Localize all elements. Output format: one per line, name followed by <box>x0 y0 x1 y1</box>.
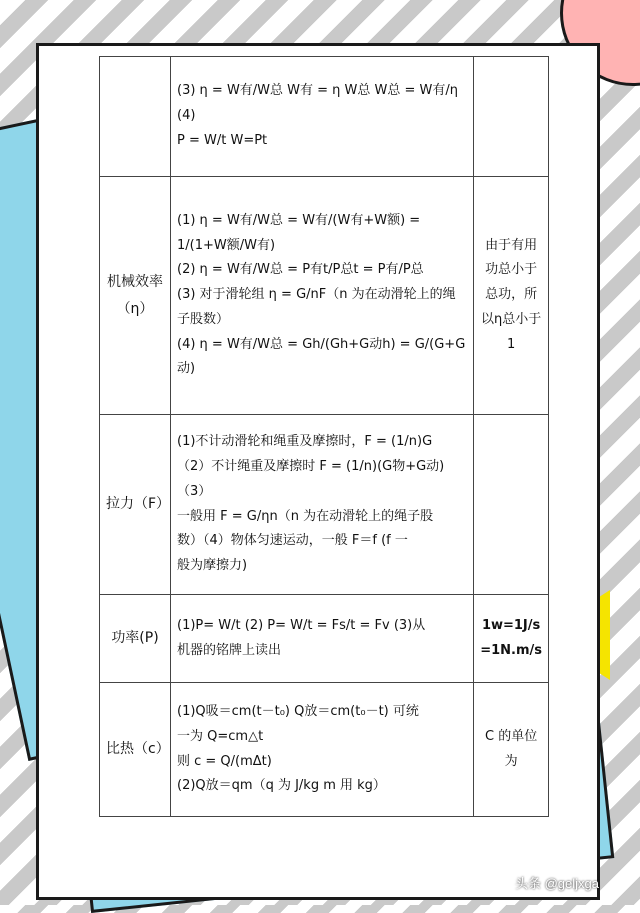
table-row <box>100 57 549 177</box>
row-note: 1w=1J/s =1N.m/s <box>474 595 549 683</box>
watermark-logo: 头条 @geljxga <box>515 876 600 891</box>
content-line: 机器的铭牌上读出 <box>177 642 282 658</box>
content-line: (2)Q放＝qm（q 为 J/kg m 用 kg） <box>177 778 386 794</box>
table-row <box>100 177 549 415</box>
table-row <box>100 595 549 683</box>
row-label: 拉力（F） <box>100 415 171 595</box>
formula-table <box>99 56 549 817</box>
content-line: （2）不计绳重及摩擦时 F = (1/n)(G物+G动)（3） <box>177 459 445 499</box>
row-label: 机械效率（η） <box>100 177 171 415</box>
content-line: (1)P= W/t (2) P= W/t = Fs/t = Fv (3)从 <box>177 617 426 633</box>
content-line: (3) 对于滑轮组 η = G/nF（n 为在动滑轮上的绳子股数） <box>177 287 456 327</box>
row-note: C 的单位为 <box>474 683 549 817</box>
content-line: 一为 Q=cm△t <box>177 728 264 744</box>
table-row <box>100 415 549 595</box>
row-label: 功率(P) <box>100 595 171 683</box>
row-content <box>171 177 474 415</box>
content-line: 般为摩擦力) <box>177 557 248 573</box>
document-page <box>36 43 600 900</box>
row-note: 由于有用功总小于总功，所以η总小于 1 <box>474 177 549 415</box>
content-line: (2) η = W有/W总 = P有t/P总t = P有/P总 <box>177 262 424 278</box>
table-row <box>100 683 549 817</box>
row-content <box>171 415 474 595</box>
content-line: (1)不计动滑轮和绳重及摩擦时，F = (1/n)G <box>177 434 433 450</box>
row-content <box>171 57 474 177</box>
content-line: (3) η = W有/W总 W有 = η W总 W总 = W有/η (4) <box>177 83 459 124</box>
row-content <box>171 595 474 683</box>
content-line: 一般用 F = G/ηn（n 为在动滑轮上的绳子股 <box>177 508 434 524</box>
row-content <box>171 683 474 817</box>
row-note <box>474 57 549 177</box>
row-label <box>100 57 171 177</box>
content-line: (1) η = W有/W总 = W有/(W有+W额) = 1/(1+W额/W有) <box>177 213 421 253</box>
content-line: 则 c = Q/(mΔt) <box>177 753 272 769</box>
row-label: 比热（c） <box>100 683 171 817</box>
content-line: (4) η = W有/W总 = Gh/(Gh+G动h) = G/(G+G动) <box>177 336 466 377</box>
row-note <box>474 415 549 595</box>
content-line: P = W/t W=Pt <box>177 132 268 148</box>
content-line: 数）（4）物体匀速运动，一般 F＝f (f 一 <box>177 533 408 549</box>
content-line: (1)Q吸＝cm(t－t₀) Q放＝cm(t₀－t) 可统 <box>177 704 419 720</box>
